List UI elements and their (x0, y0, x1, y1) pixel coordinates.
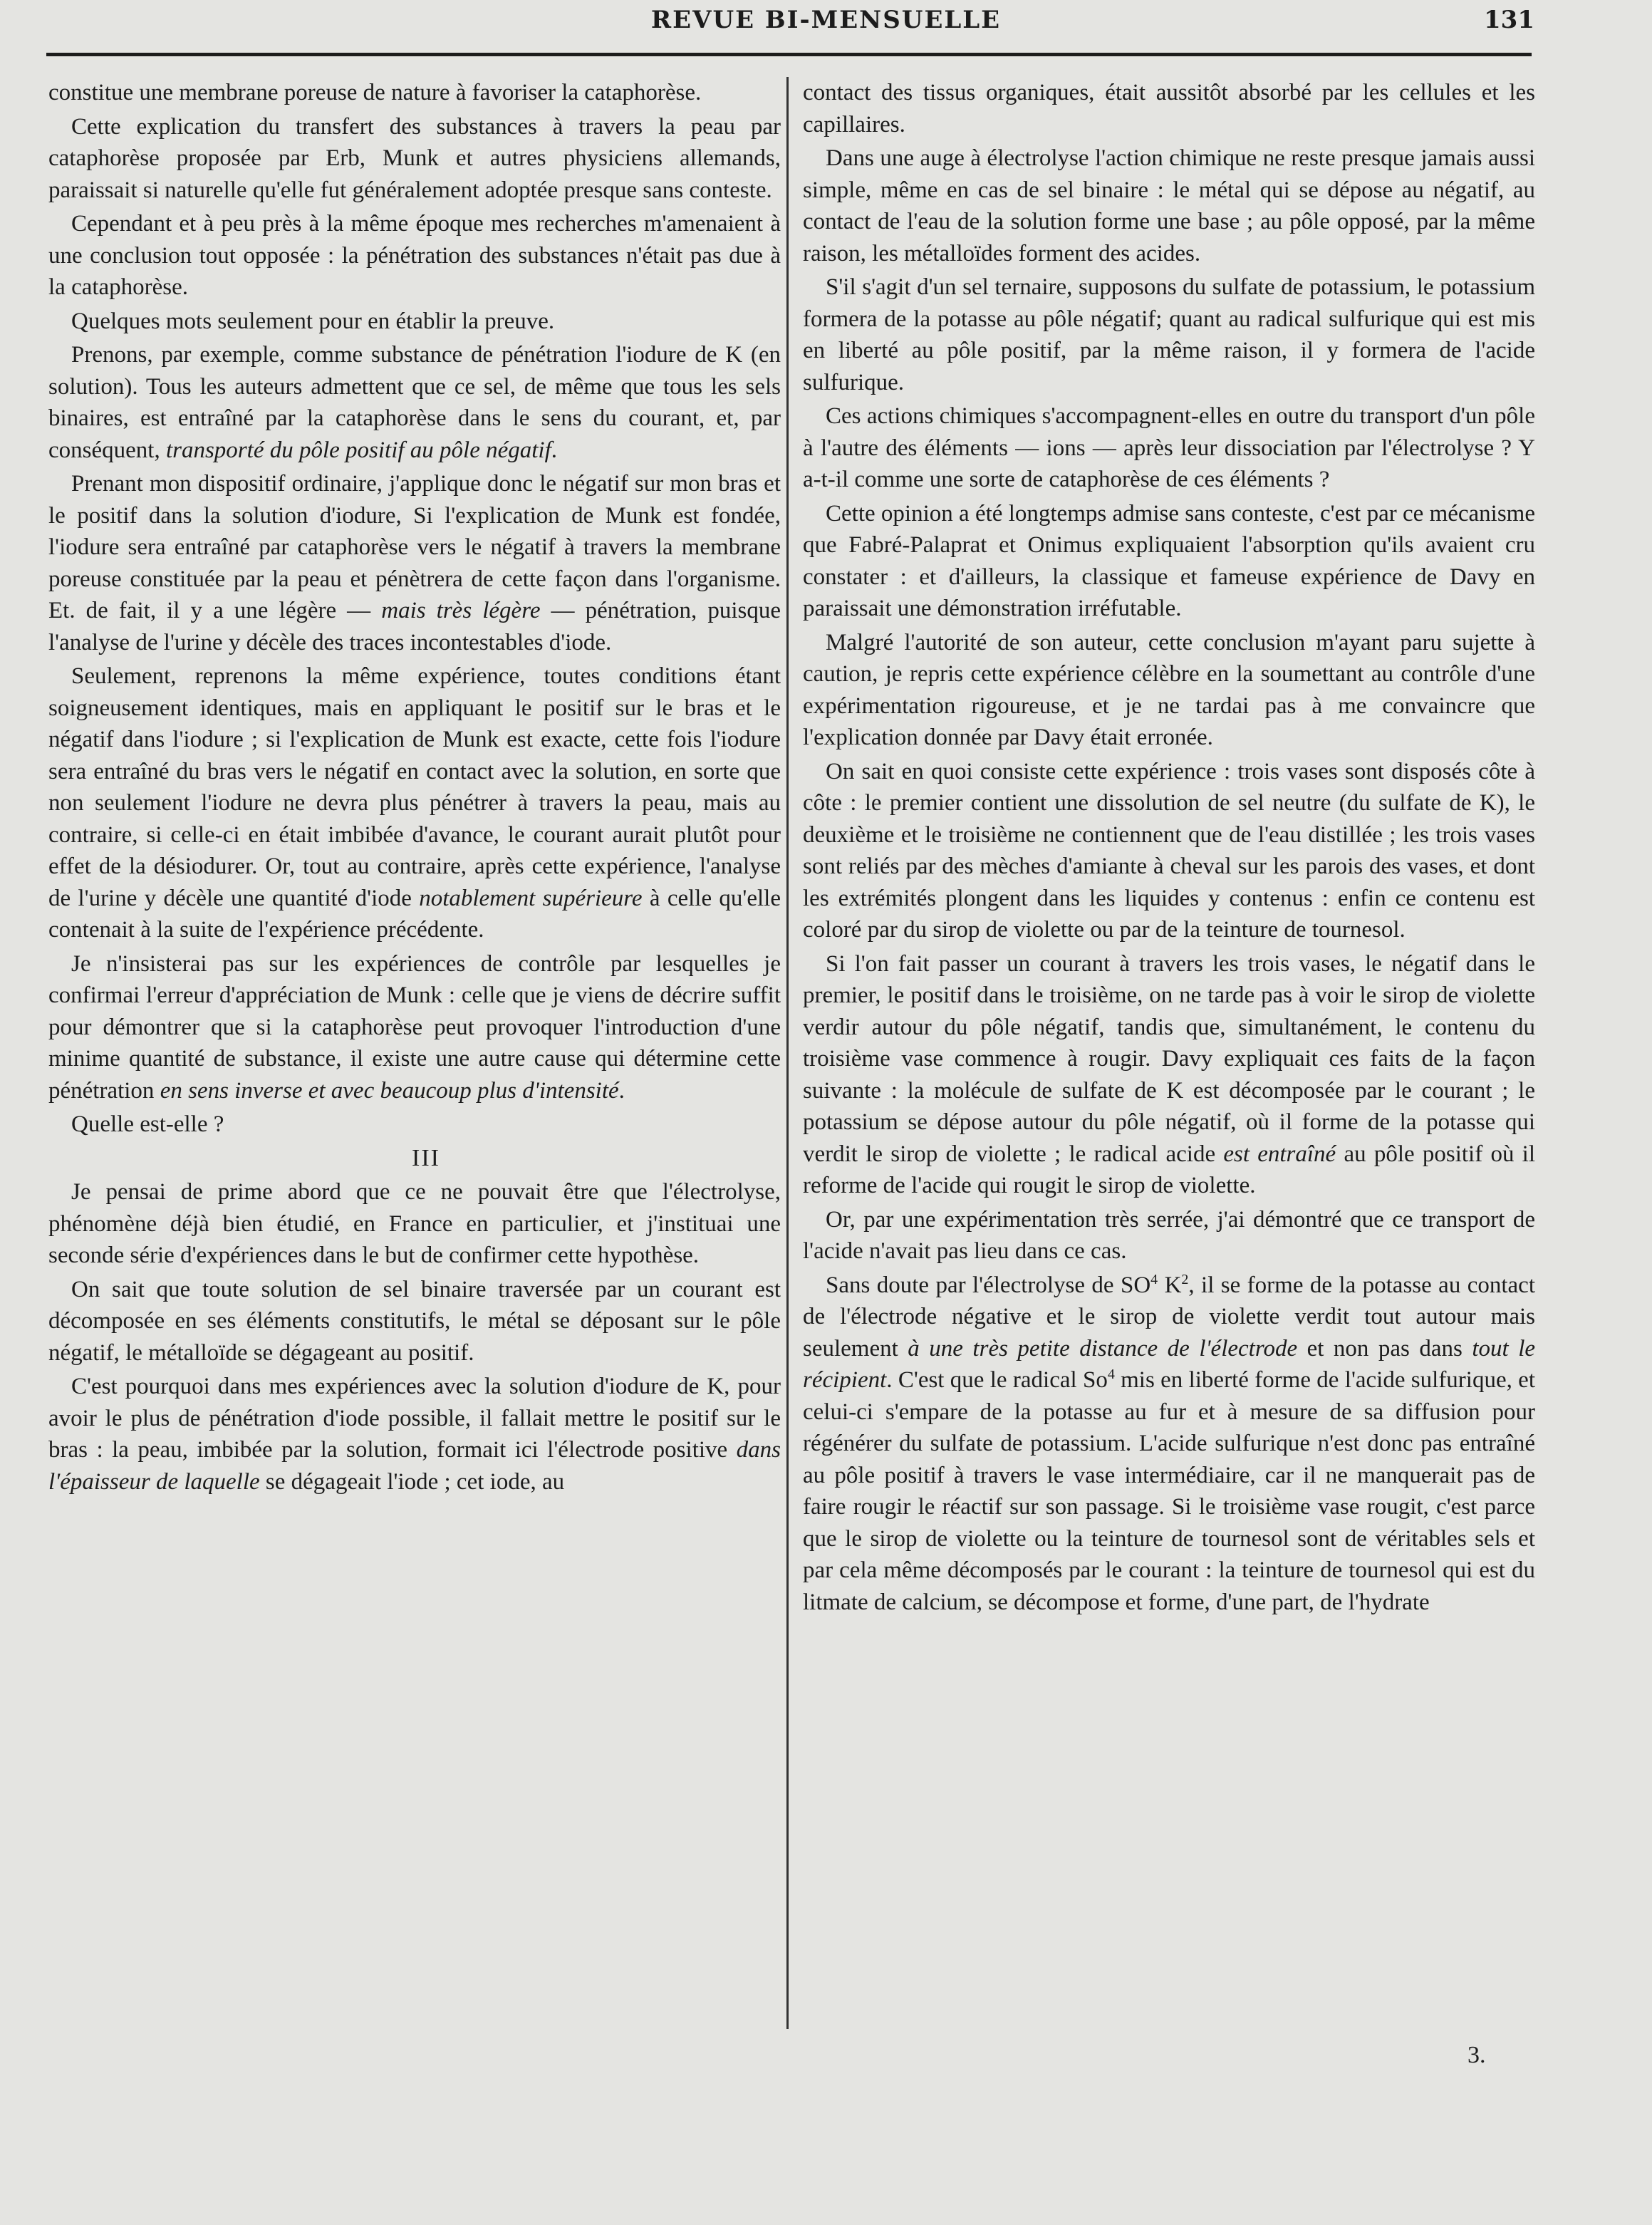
column-divider (786, 77, 789, 2029)
paragraph: Cette opinion a été longtemps admise sans conteste, c'est par ce mécanisme que Fabré-Palaprat et Onimus expliquaient l'absorption qu'ils avaient cru constater : et d'ailleurs, la classique et fameuse expérience de Davy en paraissait une démonstration irréfutable. (803, 500, 1535, 621)
italic-text: dans l'épaisseur de laquelle (48, 1437, 781, 1495)
italic-text: tout le récipient (803, 1335, 1536, 1393)
paragraph: Or, par une expérimentation très serrée, j'ai démontré que ce transport de l'acide n'avait pas lieu dans ce cas. (803, 1206, 1535, 1264)
paragraph: On sait que toute solution de sel binaire traversée par un courant est décomposée en ses éléments constitutifs, le métal se déposant sur le pôle négatif, le métalloïde se dégageant au positif. (48, 1276, 781, 1366)
text: Si l'on fait passer un courant à travers les trois vases, le négatif dans le premier, le positif dans le troisième, on ne tarde pas à voir le sirop de violette verdir autour du pôle négatif, tandis que, simultanément, le contenu du troisième vase commence à rougir. Davy expliquait ces faits de la façon suivante : la molécule de sulfate de K est décomposée par le courant ; le potassium se dépose autour du pôle négatif, où il forme de la potasse qui verdit le sirop de violette ; le radical acide (803, 950, 1535, 1167)
text: K (1158, 1272, 1182, 1298)
italic-text: mais très légère (381, 598, 541, 623)
text: et non pas dans (1306, 1335, 1463, 1362)
superscript: 2 (1181, 1271, 1189, 1287)
running-title: REVUE BI-MENSUELLE (650, 6, 1002, 34)
paragraph (48, 1371, 781, 1498)
italic-text: notablement supérieure (419, 885, 643, 911)
paragraph (48, 948, 781, 1107)
text: au pôle positif où il reforme de l'acide qui rougit le sirop de violette. (803, 1141, 1536, 1198)
right-column (803, 77, 1535, 1620)
text: Prenant mon dispositif ordinaire, j'applique donc le négatif sur mon bras et le positif dans la solution d'iodure, Si l'explication de Munk est fondée, l'iodure sera entraîné par cataphorèse vers le négatif à travers la membrane poreuse constituée par la peau et pénètrera de cette façon dans l'organisme. Et. de fait, il y a une légère — (48, 471, 781, 623)
paragraph: On sait en quoi consiste cette expérience : trois vases sont disposés côte à côte : le premier contient une dissolution de sel neutre (du sulfate de K), le deuxième et le troisième ne contiennent que de l'eau distillée ; les trois vases sont reliés par des mèches d'amiante à cheval sur les parois des vases, et dont les extrémités plongent dans les liquides y contenus : enfin ce contenu est coloré par du sirop de violette ou par de la teinture de tournesol. (803, 758, 1535, 943)
paragraph: S'il s'agit d'un sel ternaire, supposons du sulfate de potassium, le potassium formera de la potasse au pôle négatif; quant au radical sulfurique qui est mis en liberté au pôle positif, par la même raison, il y formera de l'acide sulfurique. (803, 274, 1535, 395)
italic-text: à une très petite distance de l'électrode (908, 1335, 1298, 1362)
superscript: 4 (1107, 1366, 1115, 1382)
paragraph: Malgré l'autorité de son auteur, cette conclusion m'ayant paru sujette à caution, je repris cette expérience célèbre en la soumettant au contrôle d'une expérimentation rigoureuse, et je ne tardai pas à me convaincre que l'explication donnée par Davy était erronée. (803, 629, 1535, 750)
running-head (0, 6, 1652, 37)
text: mis en liberté forme de l'acide sulfurique, et celui-ci s'empare de la potasse au fur et à mesure de sa diffusion pour régénérer du sulfate de potassium. L'acide sulfurique n'est donc pas entraîné au pôle positif à travers le vase intermédiaire, car il ne manquerait pas de faire rougir le réactif sur son passage. Si le troisième vase rougit, c'est parce que le sirop de violette ou la teinture de tournesol sont de véritables sels et par cela même décomposés par le courant : la teinture de tournesol qui est du litmate de calcium, se décompose et forme, d'une part, de l'hydrate (803, 1367, 1535, 1615)
text: à celle qu'elle contenait à la suite de l'expérience précédente. (48, 885, 781, 943)
paragraph: Cette explication du transfert des substances à travers la peau par cataphorèse proposée par Erb, Munk et autres physiciens allemands, paraissait si naturelle qu'elle fut généralement adoptée presque sans conteste. (48, 113, 781, 203)
signature-mark: 3. (1467, 2042, 1486, 2068)
page-number: 131 (1484, 6, 1534, 34)
paragraph: Quelle est-elle ? (71, 1111, 224, 1137)
italic-text: transporté du pôle positif au pôle négatif (165, 437, 551, 463)
paragraph: constitue une membrane poreuse de nature à favoriser la cataphorèse. (48, 80, 702, 105)
paragraph (803, 948, 1535, 1202)
italic-text: en sens inverse et avec beaucoup plus d'intensité (160, 1077, 619, 1104)
paragraph: Ces actions chimiques s'accompagnent-elles en outre du transport d'un pôle à l'autre des éléments — ions — après leur dissociation par l'électrolyse ? Y a-t-il comme une sorte de cataphorèse de ces éléments ? (803, 403, 1535, 492)
paragraph: contact des tissus organiques, était aussitôt absorbé par les cellules et les capillaires. (803, 80, 1535, 138)
text: Je n'insisterai pas sur les expériences de contrôle par lesquelles je confirmai l'erreur d'appréciation de Munk : celle que je viens de décrire suffit pour démontrer que si la cataphorèse peut provoquer l'introduction d'une minime quantité de substance, il existe une autre cause qui détermine cette pénétration (48, 950, 781, 1104)
paragraph: Dans une auge à électrolyse l'action chimique ne reste presque jamais aussi simple, même en cas de sel binaire : le métal qui se dépose au négatif, au contact de l'eau de la solution forme une base ; au pôle opposé, par la même raison, les métalloïdes forment des acides. (803, 145, 1535, 266)
text: Seulement, reprenons la même expérience, toutes conditions étant soigneusement identiques, mais en appliquant le positif sur le bras et le négatif dans l'iodure ; si l'explication de Munk est exacte, cette fois l'iodure sera entraîné du bras vers le négatif en contact avec la solution, en sorte que non seulement l'iodure ne devra plus pénétrer à travers la peau, mais au contraire, si celle-ci en était imbibée d'avance, le courant aurait plutôt pour effet de la désiodurer. Or, tout au contraire, après cette expérience, l'analyse de l'urine y décèle une quantité d'iode (48, 663, 781, 911)
paragraph: Je pensai de prime abord que ce ne pouvait être que l'électrolyse, phénomène déjà bien étudié, en France en particulier, et j'instituai une seconde série d'expériences dans le but de confirmer cette hypothèse. (48, 1179, 781, 1268)
paragraph: Quelques mots seulement pour en établir la preuve. (71, 308, 555, 334)
text: Prenons, par exemple, comme substance de pénétration l'iodure de K (en solution). Tous les auteurs admettent que ce sel, de même que tous les sels binaires, est entraîné par la cataphorèse dans le sens du courant, et, par conséquent, (48, 342, 781, 463)
text: . (551, 437, 558, 463)
paragraph: Cependant et à peu près à la même époque mes recherches m'amenaient à une conclusion tout opposée : la pénétration des substances n'était pas due à la cataphorèse. (48, 211, 781, 300)
text: C'est pourquoi dans mes expériences avec la solution d'iodure de K, pour avoir le plus de pénétration d'iode possible, il fallait mettre le positif sur le bras : la peau, imbibée par la solution, formait ici l'électrode positive (48, 1374, 781, 1463)
header-rule (46, 53, 1532, 56)
text: , il se forme de la potasse au contact de l'électrode négative et le sirop de violette verdit tout autour mais seulement (803, 1272, 1535, 1362)
text: . C'est que le radical So (886, 1367, 1108, 1393)
text: Sans doute par l'électrolyse de SO (826, 1272, 1151, 1298)
text: se dégageait l'iode ; cet iode, au (265, 1468, 565, 1495)
paragraph (48, 660, 781, 946)
italic-text: est entraîné (1223, 1141, 1336, 1167)
text: . (618, 1077, 625, 1104)
paragraph (48, 468, 781, 658)
paragraph (48, 339, 781, 466)
superscript: 4 (1150, 1271, 1158, 1287)
text: — pénétration, puisque l'analyse de l'urine y décèle des traces incontestables d'iode. (48, 598, 781, 655)
section-heading: III (412, 1144, 440, 1171)
paragraph (803, 1270, 1535, 1619)
left-column (48, 77, 781, 1500)
